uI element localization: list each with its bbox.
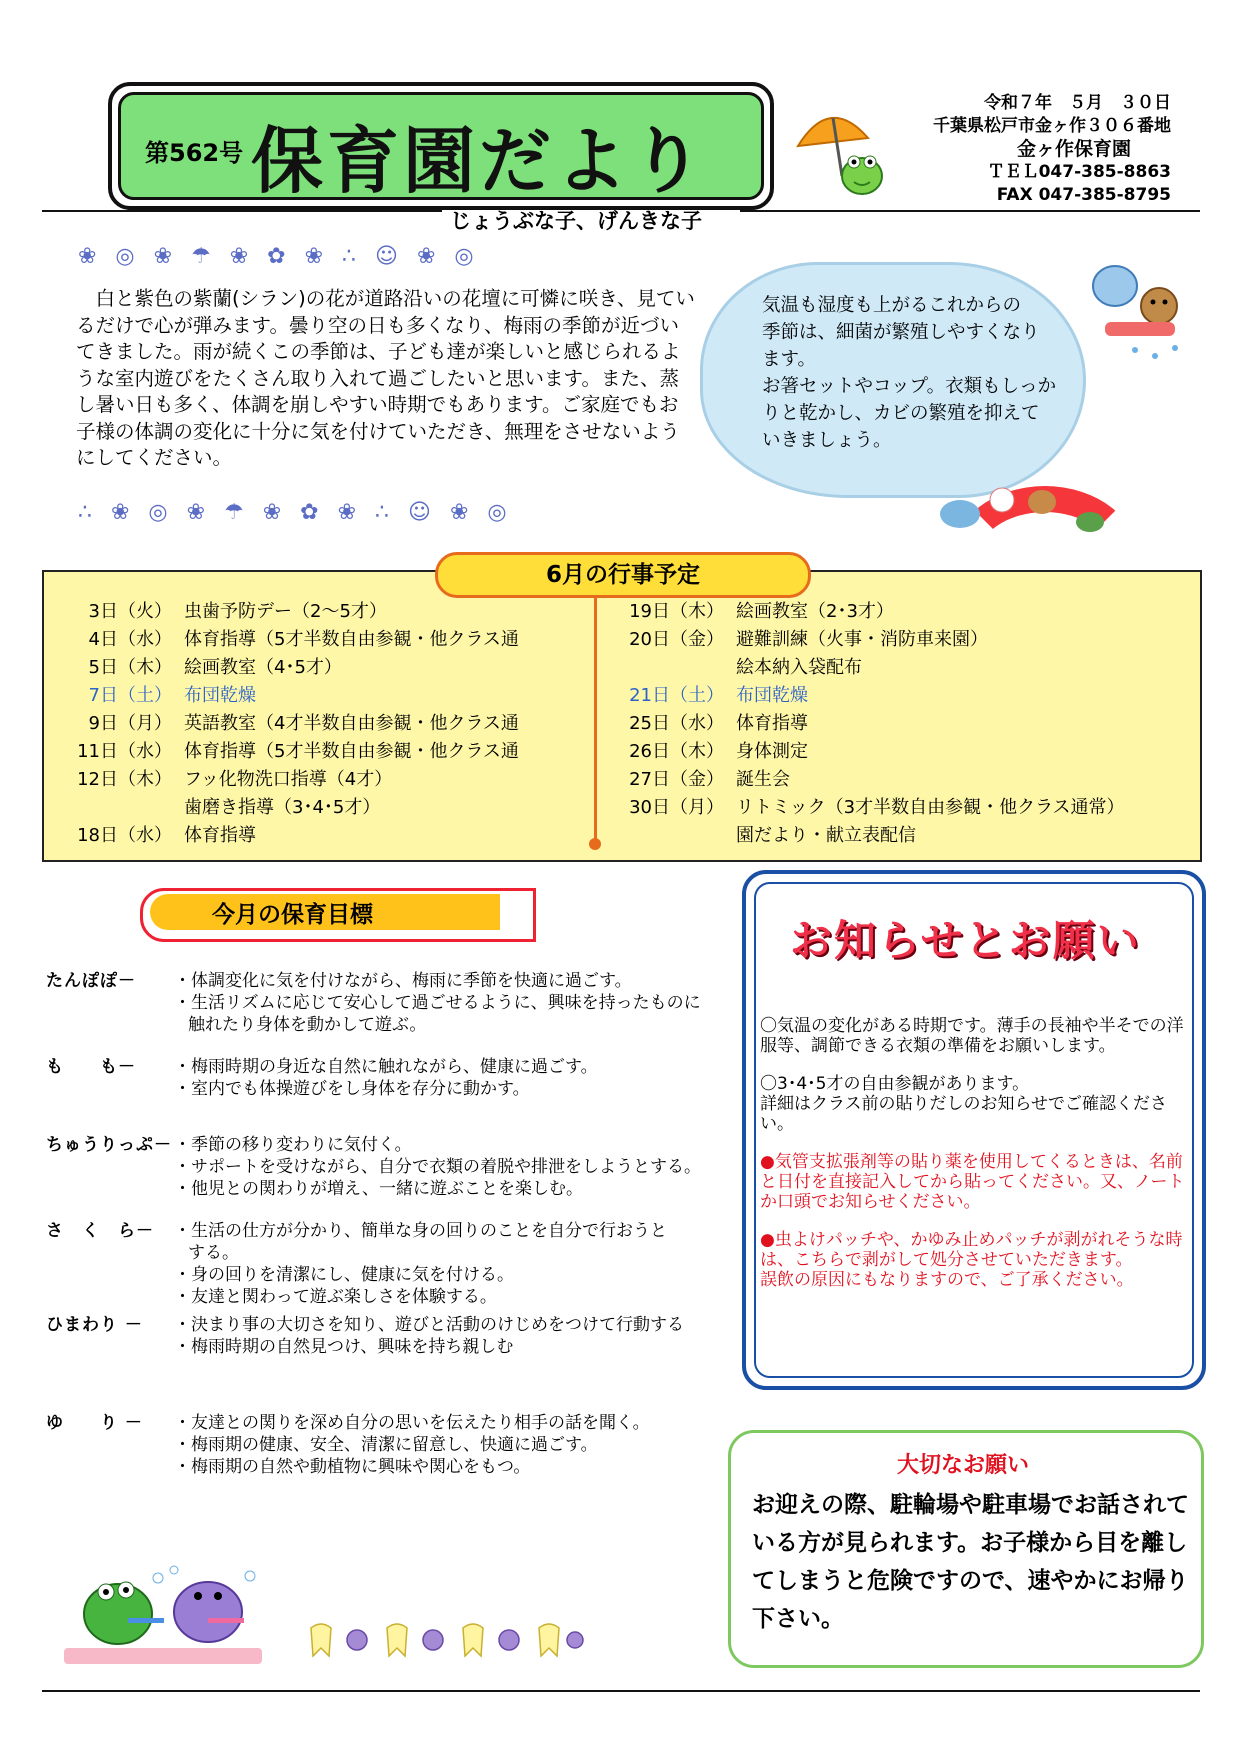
important-title: 大切なお願い: [896, 1453, 1029, 1478]
event-item: 3日（火） 虫歯予防デー（2～5才）: [88, 601, 387, 622]
elephant-watering-icon: [1075, 246, 1195, 366]
goal-class-name: ひまわり －: [46, 1315, 143, 1335]
goal-group: [46, 1056, 746, 1100]
fax: FAX 047-385-8795: [996, 185, 1171, 205]
cloud-text: [762, 292, 1072, 454]
event-item: 11日（水） 体育指導（5才半数自由参観・他クラス通: [77, 741, 519, 762]
goal-group: [46, 1220, 746, 1308]
goal-class-name: ちゅうりっぷ－: [46, 1135, 172, 1155]
header-rule-right: [740, 210, 1200, 212]
goal-line: ・身の回りを清潔にし、健康に気を付ける。: [174, 1265, 514, 1285]
goal-line: ・生活の仕方が分かり、簡単な身の回りのことを自分で行おうと: [174, 1221, 667, 1241]
organization-name: 金ヶ作保育園: [1016, 138, 1131, 160]
decorative-border-bottom: ∴ ❀ ◎ ❀ ☂ ❀ ✿ ❀ ∴ ☺ ❀ ◎: [78, 500, 513, 525]
event-item: 4日（水） 体育指導（5才半数自由参観・他クラス通: [88, 629, 519, 650]
event-item: 12日（木） フッ化物洗口指導（4才）: [77, 769, 393, 790]
cloud-line: 季節は、細菌が繁殖しやすくなり: [762, 322, 1040, 343]
cloud-line: いきましょう。: [762, 430, 892, 451]
events-left-column: [60, 598, 519, 850]
title-inner: [118, 92, 764, 203]
goal-lines: [174, 970, 746, 1036]
event-item: 園だより・献立表配信: [736, 825, 916, 846]
goal-line: ・室内でも体操遊びをし身体を存分に動かす。: [174, 1079, 530, 1099]
issue-number: 第562号: [145, 139, 244, 167]
goals-list: [46, 970, 746, 1498]
newsletter-title: 保育園だより: [251, 119, 708, 203]
animals-on-rainbow-icon: [930, 478, 1130, 538]
motto: じょうぶな子、げんきな子: [450, 209, 702, 233]
events-divider-dot: [589, 838, 601, 850]
notice-title: お知らせとお願い: [790, 916, 1141, 965]
goal-line: する。: [188, 1243, 239, 1263]
goal-lines: [174, 1056, 746, 1100]
cloud-line: りと乾かし、カビの繁殖を抑えて: [762, 403, 1040, 424]
event-item: 25日（水） 体育指導: [629, 713, 808, 734]
cloud-line: 気温も湿度も上がるこれからの: [762, 295, 1022, 316]
goals-banner: [140, 888, 530, 936]
goal-group: [46, 970, 746, 1036]
umbrella-frog-icon: [790, 98, 900, 208]
event-item: 歯磨き指導（3･4･5才）: [184, 797, 381, 818]
goal-class-name: さ く ら－: [46, 1221, 154, 1241]
toothbrushing-mascots-icon: [58, 1552, 268, 1672]
tel: ＴＥＬ047-385-8863: [987, 162, 1171, 182]
goal-line: ・他児との関わりが増え、一緒に遊ぶことを楽しむ。: [174, 1179, 584, 1199]
important-body: お迎えの際、駐輪場や駐車場でお話されている方が見られます。お子様から目を離してしまうと危険ですので、速やかにお帰り下さい。: [752, 1492, 1189, 1632]
goal-line: ・友達と関わって遊ぶ楽しさを体験する。: [174, 1287, 497, 1307]
cloud-line: ます。: [762, 349, 817, 370]
goal-line: 触れたり身体を動かして遊ぶ。: [188, 1015, 427, 1035]
goal-group: [46, 1134, 746, 1200]
event-item: 20日（金） 避難訓練（火事・消防車来園）: [629, 629, 988, 650]
goal-lines: [174, 1314, 746, 1358]
goal-line: ・梅雨期の健康、安全、清潔に留意し、快適に過ごす。: [174, 1435, 598, 1455]
goal-lines: [174, 1412, 746, 1478]
goal-class-name: たんぽぽ－: [46, 971, 136, 991]
event-item: 27日（金） 誕生会: [629, 769, 790, 790]
decorative-border-top: ❀ ◎ ❀ ☂ ❀ ✿ ❀ ∴ ☺ ❀ ◎: [78, 244, 480, 269]
notice-body: [760, 1016, 1188, 1290]
notice-item: 〇3･4･5才の自由参観があります。 詳細はクラス前の貼りだしのお知らせでご確認ください。: [760, 1074, 1167, 1134]
goal-line: ・体調変化に気を付けながら、梅雨に季節を快適に過ごす。: [174, 971, 632, 991]
notice-item-warning: ●気管支拡張剤等の貼り薬を使用してくるときは、名前と日付を直接記入してから貼ってください。又、ノートか口頭でお知らせください。: [760, 1152, 1185, 1212]
events-title: 6月の行事予定: [435, 552, 811, 598]
event-item: 7日（土） 布団乾燥: [88, 685, 256, 706]
goal-line: ・梅雨時期の身近な自然に触れながら、健康に過ごす。: [174, 1057, 598, 1077]
header-rule-top: [42, 210, 442, 212]
address: 千葉県松戸市金ヶ作３０６番地: [933, 116, 1171, 136]
intro-paragraph: 白と紫色の紫蘭(シラン)の花が道路沿いの花壇に可憐に咲き、見ているだけで心が弾みます。曇り空の日も多くなり、梅雨の季節が近づいてきました。雨が続くこの季節は、子ども達が楽しいと感じられるような室内遊びをたくさん取り入れて過ごしたいと思います。また、蒸し暑い日も多く、体調を崩しやすい時期でもあります。ご家庭でもお子様の体調の変化に十分に気を付けていただき、無理をさせないようにしてください。: [76, 287, 695, 469]
cloud-line: お箸セットやコップ。衣類もしっか: [762, 376, 1057, 397]
goal-lines: [174, 1220, 746, 1308]
teeth-germs-border-icon: [305, 1618, 585, 1662]
footer-rule: [42, 1690, 1200, 1692]
notice-item-warning: ●虫よけパッチや、かゆみ止めパッチが剥がれそうな時は、こちらで剥がして処分させていただきます。 誤飲の原因にもなりますので、ご了承ください。: [760, 1230, 1183, 1290]
event-item: 9日（月） 英語教室（4才半数自由参観・他クラス通: [88, 713, 519, 734]
goals-title: 今月の保育目標: [212, 902, 373, 928]
event-item: 19日（木） 絵画教室（2･3才）: [629, 601, 894, 622]
goal-line: ・生活リズムに応じて安心して過ごせるように、興味を持ったものに: [174, 993, 701, 1013]
notice-item: 〇気温の変化がある時期です。薄手の長袖や半そでの洋服等、調節できる衣類の準備をお願いします。: [760, 1016, 1184, 1056]
title-box: [108, 82, 774, 210]
goal-class-name: も も－: [46, 1057, 136, 1077]
goal-line: ・決まり事の大切さを知り、遊びと活動のけじめをつけて行動する: [174, 1315, 684, 1335]
events-right-column: [612, 598, 1125, 850]
goal-lines: [174, 1134, 746, 1200]
goal-line: ・季節の移り変わりに気付く。: [174, 1135, 412, 1155]
goal-group: [46, 1314, 746, 1358]
goal-class-name: ゆ り －: [46, 1413, 143, 1433]
goal-group: [46, 1412, 746, 1478]
event-item: 30日（月） リトミック（3才半数自由参観・他クラス通常）: [629, 797, 1125, 818]
goal-line: ・梅雨期の自然や動植物に興味や関心をもつ。: [174, 1457, 531, 1477]
goal-line: ・友達との関りを深め自分の思いを伝えたり相手の話を聞く。: [174, 1413, 650, 1433]
event-item: 5日（木） 絵画教室（4･5才）: [88, 657, 342, 678]
event-item: 18日（水） 体育指導: [77, 825, 256, 846]
event-item: 26日（木） 身体測定: [629, 741, 808, 762]
header-meta: [933, 92, 1171, 207]
event-item: 21日（土） 布団乾燥: [629, 685, 808, 706]
event-item: 絵本納入袋配布: [736, 657, 862, 678]
events-divider: [594, 596, 597, 842]
goal-line: ・サポートを受けながら、自分で衣類の着脱や排泄をしようとする。: [174, 1157, 701, 1177]
goal-line: ・梅雨時期の自然見つけ、興味を持ち親しむ: [174, 1337, 514, 1357]
issue-date: 令和７年 ５月 ３０日: [984, 93, 1171, 113]
